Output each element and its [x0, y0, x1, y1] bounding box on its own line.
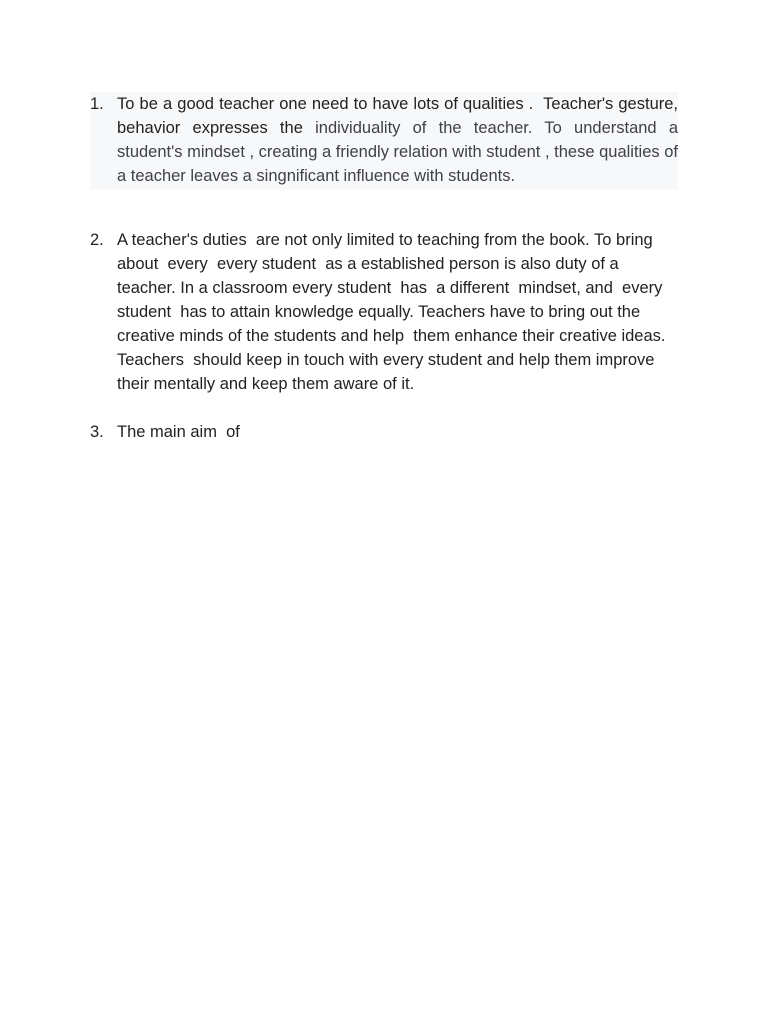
numbered-list	[90, 92, 683, 444]
list-number: 1.	[90, 95, 104, 113]
list-item-text: A teacher's duties are not only limited to teaching from the book. To bring about every every student as a established person is also duty of a teacher. In a classroom every student has a different mindset, and every student has to attain knowledge equally. Teachers have to bring out the creative minds of the students and help them enhance their creative ideas. Teachers should keep in touch with every student and help them improve their mentally and keep them aware of it.	[117, 231, 670, 393]
list-item	[90, 92, 683, 190]
list-item-text: The main aim of	[117, 423, 240, 441]
list-item	[90, 228, 677, 396]
list-item-text-continued: individuality of the teacher. To understand a student's mindset , creating a friendly relation with student , these qualities of a teacher leaves a singnificant influence with students.	[117, 119, 683, 185]
list-item	[90, 420, 678, 444]
list-item-text: To be a good teacher one need to have lots of qualities . Teacher's gesture, behavior expresses the	[117, 95, 683, 137]
list-number: 3.	[90, 423, 104, 441]
list-number: 2.	[90, 231, 104, 249]
